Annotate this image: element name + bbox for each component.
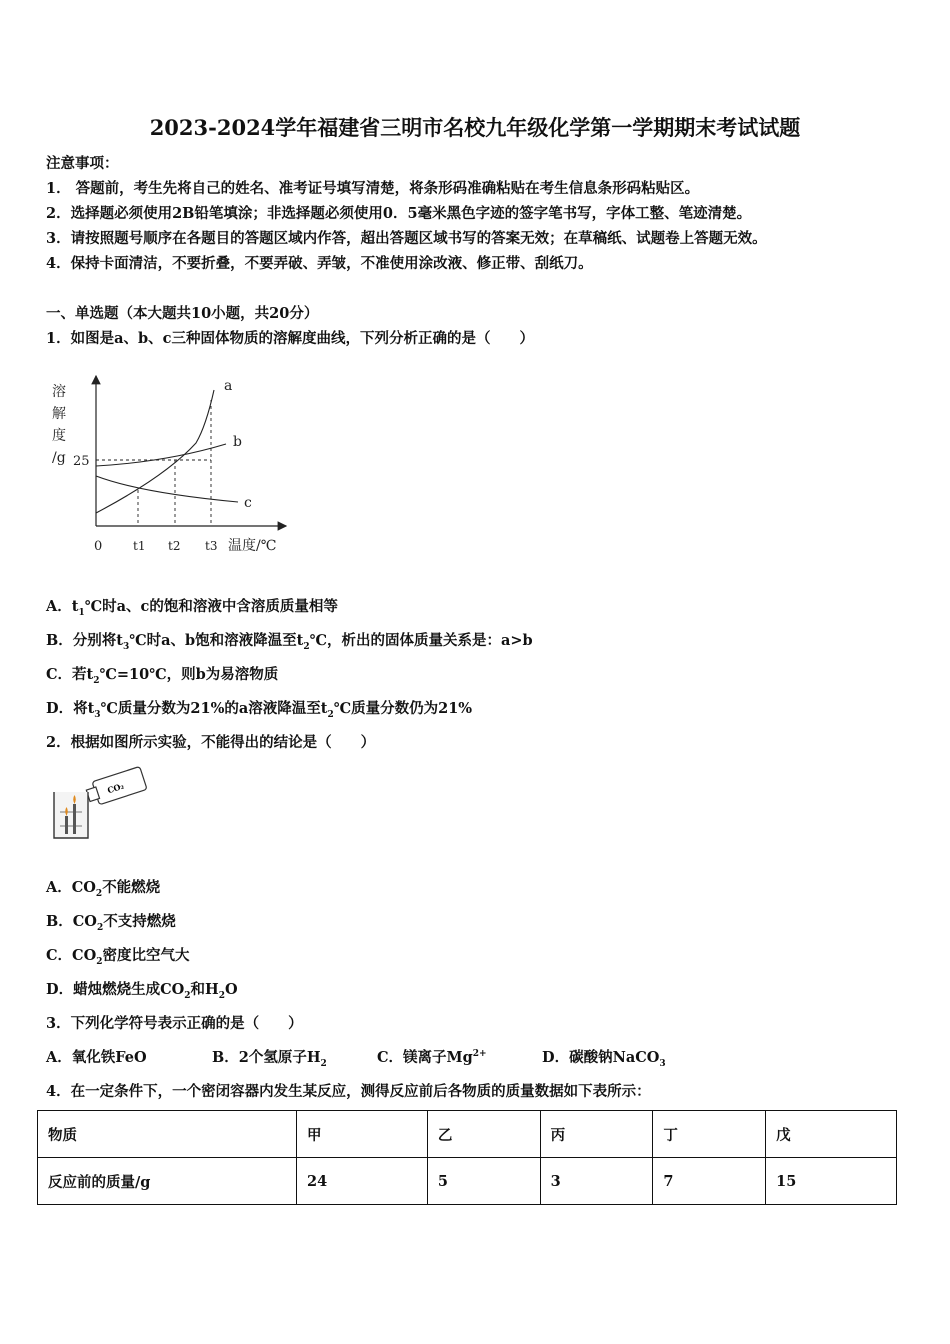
table-cell: 3	[540, 1158, 653, 1205]
table-cell: 戊	[766, 1111, 897, 1158]
y-label-2: 解	[52, 406, 66, 422]
table-cell: 反应前的质量/g	[38, 1158, 297, 1205]
table-row	[38, 1158, 897, 1205]
notice-item-3: 3．请按照题号顺序在各题目的答题区域内作答，超出答题区域书写的答案无效；在草稿纸、试题卷上答题无效。	[46, 230, 767, 247]
table-cell: 甲	[297, 1111, 428, 1158]
q3-option-a: A．氧化铁FeO	[46, 1049, 147, 1066]
notice-item-1: 1． 答题前，考生先将自己的姓名、准考证号填写清楚，将条形码准确粘贴在考生信息条形码粘贴区。	[46, 180, 700, 197]
curve-label-b: b	[233, 434, 242, 450]
notice-item-2: 2．选择题必须使用2B铅笔填涂；非选择题必须使用0．5毫米黑色字迹的签字笔书写，字体工整、笔迹清楚。	[46, 205, 752, 222]
x-tick-t2: t2	[168, 539, 181, 553]
q1-option-b: B．分别将$t_3℃$时a、b饱和溶液降温至$t_2℃$，析出的固体质量关系是：a>b	[46, 632, 533, 652]
y-label-4: /g	[52, 450, 66, 466]
q1-option-d: D．将$t_3℃$质量分数为21%的a溶液降温至$t_2℃$质量分数仍为21%	[46, 700, 473, 720]
notice-item-4: 4．保持卡面清洁，不要折叠，不要弄破、弄皱，不准使用涂改液、修正带、刮纸刀。	[46, 255, 593, 272]
solubility-curve-figure	[46, 368, 296, 563]
x-tick-t3: t3	[205, 539, 218, 553]
q1-stem: 1．如图是a、b、c三种固体物质的溶解度曲线，下列分析正确的是（ ）	[46, 330, 534, 347]
table-cell: 24	[297, 1158, 428, 1205]
q3-stem: 3．下列化学符号表示正确的是（ ）	[46, 1015, 303, 1032]
curve-b	[96, 444, 226, 466]
q3-option-d: D．碳酸钠NaCO$_3$	[542, 1049, 666, 1069]
mass-data-table	[37, 1110, 897, 1205]
section-heading: 一、单选题（本大题共10小题，共20分）	[46, 305, 319, 322]
table-cell: 乙	[427, 1111, 540, 1158]
q4-stem: 4．在一定条件下，一个密闭容器内发生某反应，测得反应前后各物质的质量数据如下表所示：	[46, 1083, 651, 1100]
x-axis-label: 温度/℃	[228, 538, 277, 554]
q3-option-b: B．2个氢原子$H_2$	[212, 1049, 327, 1069]
q2-option-d: D．蜡烛燃烧生成$CO_2$和$H_2O$	[46, 981, 238, 1001]
y-label-3: 度	[52, 428, 66, 444]
table-cell: 丙	[540, 1111, 653, 1158]
y-label-1: 溶	[52, 384, 66, 400]
table-cell: 物质	[38, 1111, 297, 1158]
table-header-row	[38, 1111, 897, 1158]
origin-label: 0	[94, 539, 103, 554]
q2-option-a: A．$CO_2$不能燃烧	[46, 879, 161, 899]
q1-option-a: A．$t_1℃$时a、c的饱和溶液中含溶质质量相等	[46, 598, 338, 618]
q3-option-c: C．镁离子$Mg^{2+}$	[377, 1049, 487, 1066]
y-tick-25: 25	[73, 454, 90, 469]
curve-label-a: a	[224, 378, 233, 394]
notice-heading: 注意事项：	[46, 155, 119, 172]
curve-c	[96, 476, 238, 502]
page-title: 2023-2024学年福建省三明市名校九年级化学第一学期期末考试试题	[149, 115, 801, 140]
co2-pouring-figure	[46, 762, 156, 844]
q1-option-c: C．若$t_2℃=10℃$，则b为易溶物质	[46, 666, 279, 686]
q2-stem: 2．根据如图所示实验，不能得出的结论是（ ）	[46, 734, 376, 751]
q2-option-c: C．$CO_2$密度比空气大	[46, 947, 190, 967]
table-cell: 丁	[653, 1111, 766, 1158]
curve-label-c: c	[244, 495, 252, 511]
table-cell: 15	[766, 1158, 897, 1205]
co2-bottle-label: CO₂	[105, 780, 126, 796]
q2-option-b: B．$CO_2$不支持燃烧	[46, 913, 176, 933]
table-cell: 5	[427, 1158, 540, 1205]
table-cell: 7	[653, 1158, 766, 1205]
x-tick-t1: t1	[133, 539, 146, 553]
